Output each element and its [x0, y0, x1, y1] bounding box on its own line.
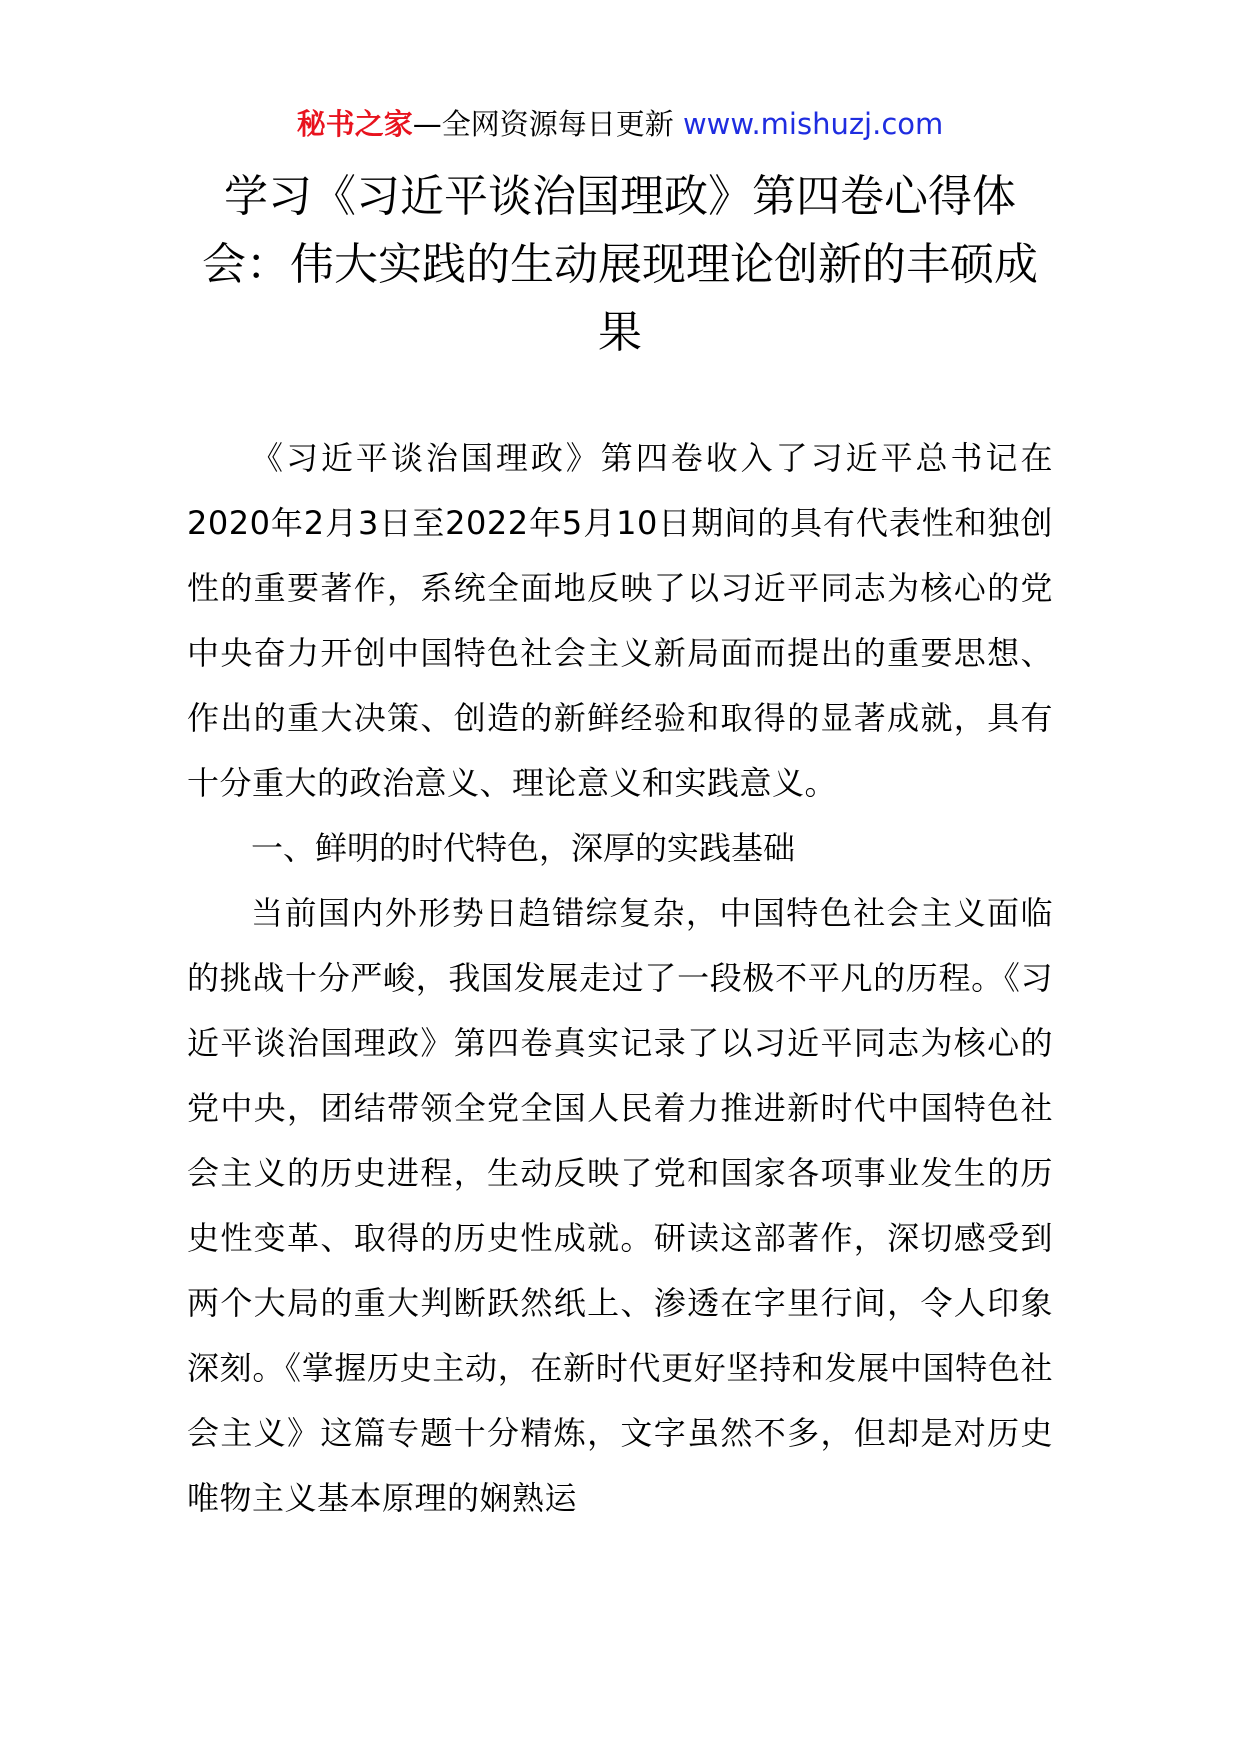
header-slogan: 全网资源每日更新 [441, 107, 674, 141]
body-paragraph: 当前国内外形势日趋错综复杂，中国特色社会主义面临的挑战十分严峻，我国发展走过了一段极不平凡的历程。《习近平谈治国理政》第四卷真实记录了以习近平同志为核心的党中央，团结带领全党全国人民着力推进新时代中国特色社会主义的历史进程，生动反映了党和国家各项事业发生的历史性变革、取得的历史性成就。研读这部著作，深切感受到两个大局的重大判断跃然纸上、渗透在字里行间，令人印象深刻。《掌握历史主动，在新时代更好坚持和发展中国特色社会主义》这篇专题十分精炼，文字虽然不多，但却是对历史唯物主义基本原理的娴熟运 [187, 894, 1053, 1517]
site-brand: 秘书之家 [296, 107, 413, 141]
site-url-link[interactable]: www.mishuzj.com [682, 107, 944, 141]
site-header [0, 98, 1240, 150]
document-body [187, 426, 1053, 1531]
header-separator: — [412, 107, 442, 141]
section-heading: 一、鲜明的时代特色，深厚的实践基础 [251, 829, 796, 867]
document-title: 学习《习近平谈治国理政》第四卷心得体会：伟大实践的生动展现理论创新的丰硕成果 [202, 171, 1038, 358]
body-paragraph: 《习近平谈治国理政》第四卷收入了习近平总书记在2020年2月3日至2022年5月10日期间的具有代表性和独创性的重要著作，系统全面地反映了以习近平同志为核心的党中央奋力开创中国特色社会主义新局面而提出的重要思想、作出的重大决策、创造的新鲜经验和取得的显著成就，具有十分重大的政治意义、理论意义和实践意义。 [187, 439, 1053, 802]
